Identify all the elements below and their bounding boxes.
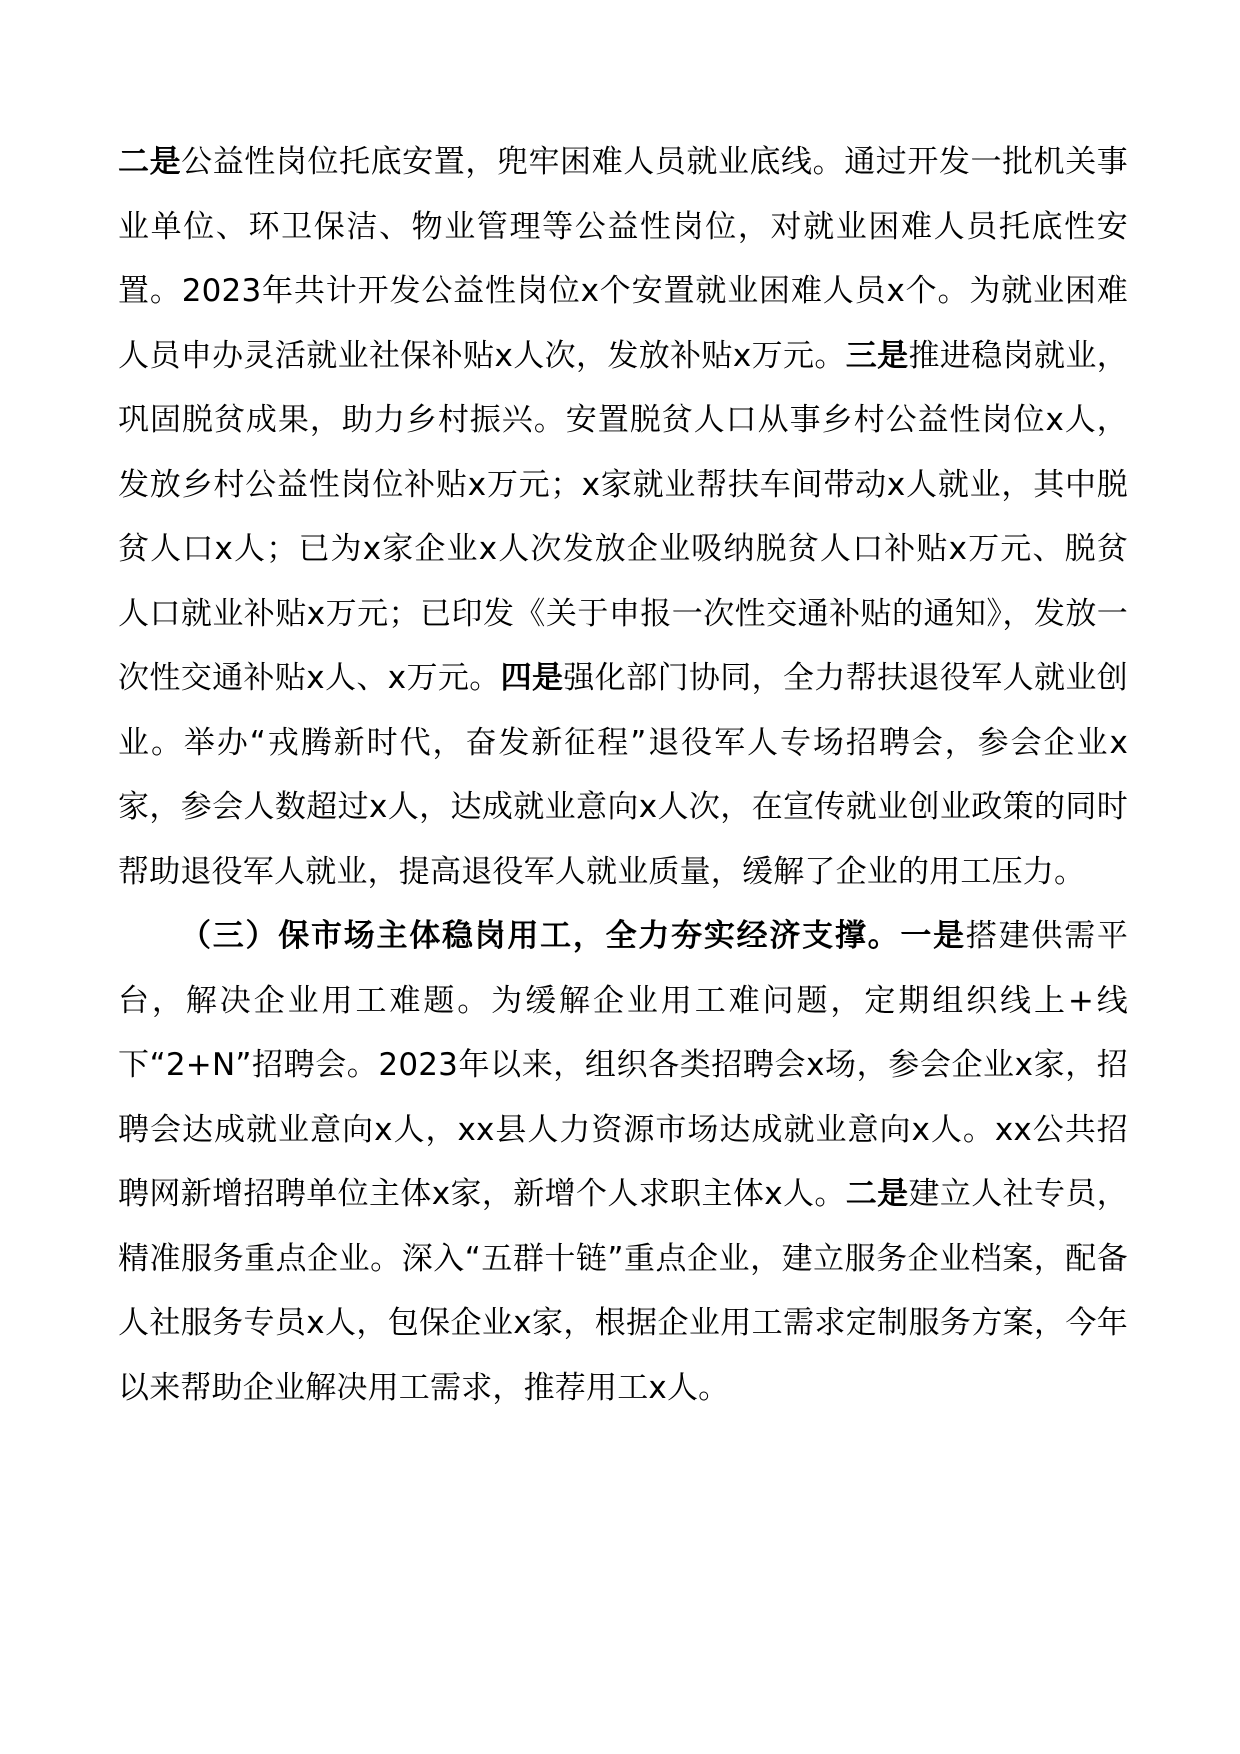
lead-phrase-four: 四是 [500,660,564,696]
body-text: 公益性岗位托底安置，兜牢困难人员就业底线。通过开发一批机关事业单位、环卫保洁、物业管理等公益性岗位，对就业困难人员托底性安置。2023年共计开发公益性岗位x个安置就业困难人员x个。为就业困难人员申办灵活就业社保补贴x人次，发放补贴x万元。 [118,144,1128,374]
section-heading: （三）保市场主体稳岗用工，全力夯实经济支撑。 [180,918,901,954]
paragraph-two-three-four [118,130,1128,904]
lead-phrase-two: 二是 [118,144,182,180]
lead-phrase-one: 一是 [900,918,966,954]
lead-phrase-two-b: 二是 [845,1176,909,1212]
body-text: 推进稳岗就业，巩固脱贫成果，助力乡村振兴。安置脱贫人口从事乡村公益性岗位x人，发放乡村公益性岗位补贴x万元；x家就业帮扶车间带动x人就业，其中脱贫人口x人；已为x家企业x人次发放企业吸纳脱贫人口补贴x万元、脱贫人口就业补贴x万元；已印发《关于申报一次性交通补贴的通知》，发放一次性交通补贴x人、x万元。 [118,337,1128,696]
body-text: 搭建供需平台，解决企业用工难题。为缓解企业用工难问题，定期组织线上+线下“2+N”招聘会。2023年以来，组织各类招聘会x场，参会企业x家，招聘会达成就业意向x人，xx县人力资源市场达成就业意向x人。xx公共招聘网新增招聘单位主体x家，新增个人求职主体x人。 [118,918,1129,1212]
body-text: 建立人社专员，精准服务重点企业。深入“五群十链”重点企业，建立服务企业档案，配备人社服务专员x人，包保企业x家，根据企业用工需求定制服务方案，今年以来帮助企业解决用工需求，推荐用工x人。 [118,1176,1128,1406]
document-page [118,130,1128,1420]
body-text: 强化部门协同，全力帮扶退役军人就业创业。举办“戎腾新时代，奋发新征程”退役军人专场招聘会，参会企业x家，参会人数超过x人，达成就业意向x人次，在宣传就业创业政策的同时帮助退役军人就业，提高退役军人就业质量，缓解了企业的用工压力。 [118,660,1128,890]
paragraph-section-three [118,904,1128,1420]
lead-phrase-three: 三是 [845,337,909,374]
